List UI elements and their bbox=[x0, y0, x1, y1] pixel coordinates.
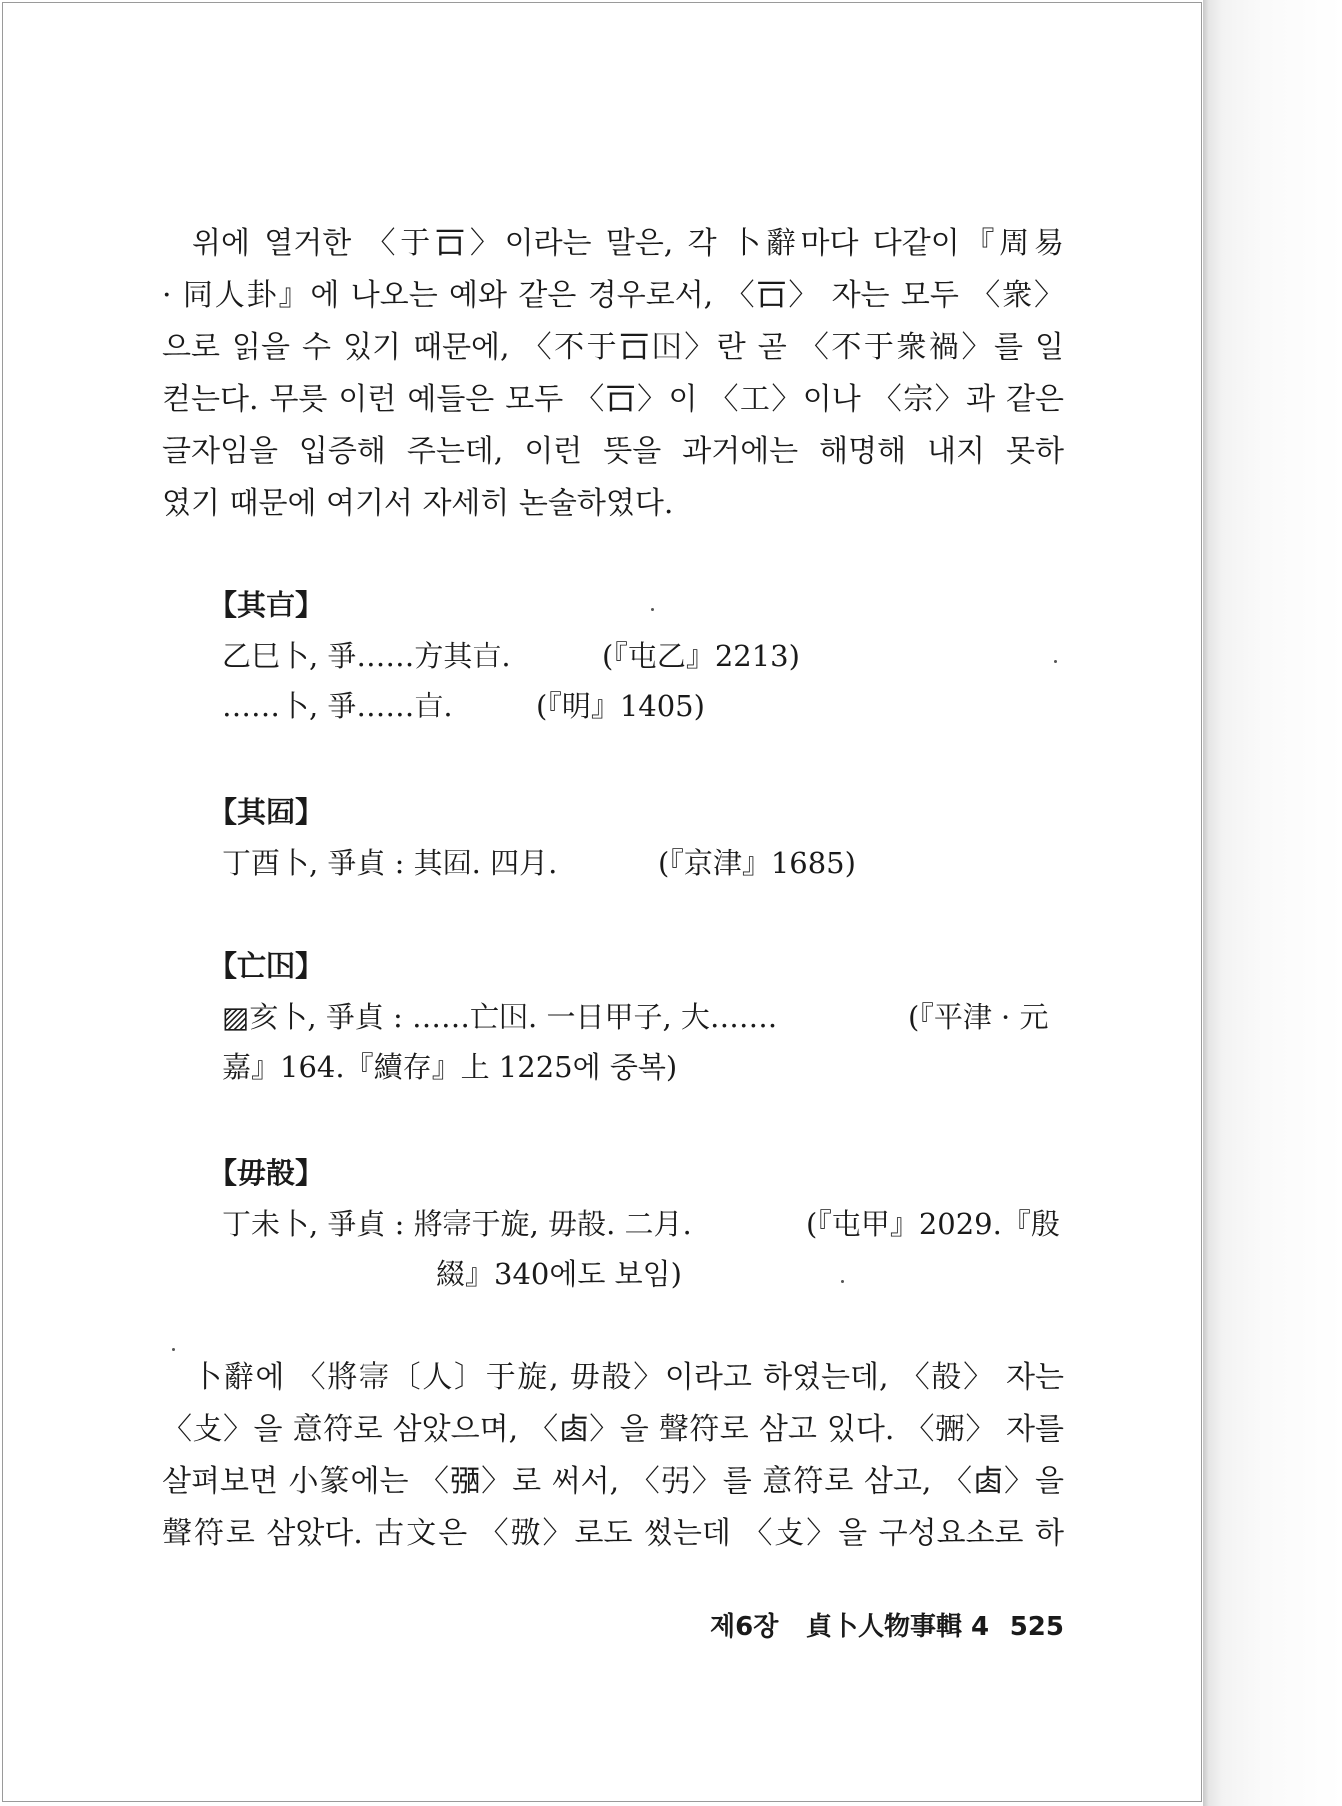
closing-line: 〈攴〉을 意符로 삼았으며, 〈𠧪〉을 聲符로 삼고 있다. 〈弻〉 자를 bbox=[162, 1412, 1064, 1447]
intro-paragraph bbox=[162, 218, 1064, 530]
closing-paragraph bbox=[162, 1352, 1064, 1560]
entry-heading: 【毋㱿】 bbox=[208, 1156, 325, 1190]
inscription-text: 丁未卜, 爭貞 : 將𡨦于旋, 毋㱿. 二月. bbox=[222, 1207, 692, 1241]
page-number: 525 bbox=[1009, 1612, 1064, 1642]
source-citation: (『屯乙』2213) bbox=[602, 639, 800, 673]
scan-speck bbox=[651, 608, 654, 611]
intro-line: 였기 때문에 여기서 자세히 논술하였다. bbox=[162, 486, 674, 521]
entry-text bbox=[222, 841, 856, 885]
entry-heading: 【亡𡆥】 bbox=[208, 949, 325, 983]
inscription-text: 嘉』164.『續存』上 1225에 중복) bbox=[222, 1050, 678, 1084]
intro-line: 글자임을 입증해 주는데, 이런 뜻을 과거에는 해명해 내지 못하 bbox=[162, 434, 1064, 469]
entry-text bbox=[222, 634, 800, 678]
inscription-text: 乙巳卜, 爭……方其𣅀. bbox=[222, 639, 511, 673]
intro-line: · 同人卦』에 나오는 예와 같은 경우로서, 〈𠮛〉 자는 모두 〈衆〉 bbox=[162, 278, 1064, 313]
entry-heading: 【其𣅀】 bbox=[208, 588, 325, 622]
running-footer bbox=[700, 1607, 1066, 1647]
closing-line: 聲符로 삼았다. 古文은 〈㢸〉로도 썼는데 〈攴〉을 구성요소로 하 bbox=[162, 1516, 1064, 1551]
closing-line: 卜辭에 〈將𡨦〔人〕于旋, 毋㱿〉이라고 하였는데, 〈㱿〉 자는 bbox=[192, 1360, 1064, 1395]
entry-text bbox=[222, 1045, 677, 1089]
inscription-text: ▨亥卜, 爭貞 : ……亡𡆥. 一日甲子, 大……. bbox=[222, 1000, 778, 1034]
entry-text bbox=[222, 995, 1049, 1039]
source-citation: (『京津』1685) bbox=[658, 846, 856, 880]
chapter-label: 제6장 bbox=[710, 1612, 779, 1642]
intro-line: 위에 열거한 〈于𠮛〉이라는 말은, 각 卜辭마다 다같이『周易 bbox=[192, 226, 1064, 261]
book-title: 貞卜人物事輯 4 bbox=[806, 1612, 990, 1642]
inscription-text: 綴』340에도 보임) bbox=[436, 1257, 682, 1291]
entry-heading: 【其𡇈】 bbox=[208, 795, 325, 829]
inscription-text: 丁酉卜, 爭貞 : 其𡇈. 四月. bbox=[222, 846, 558, 880]
page-edge-shadow bbox=[1203, 0, 1342, 1806]
entry-text bbox=[222, 684, 705, 728]
intro-line: 으로 읽을 수 있기 때문에, 〈不于𠮛𡆥〉란 곧 〈不于衆禍〉를 일 bbox=[162, 330, 1064, 365]
source-citation: (『平津 · 元 bbox=[908, 1000, 1049, 1034]
scan-speck bbox=[1054, 660, 1057, 663]
source-citation: (『屯甲』2029.『殷 bbox=[806, 1207, 1060, 1241]
scan-speck bbox=[172, 1348, 175, 1351]
entry-text bbox=[222, 1202, 1060, 1246]
closing-line: 살펴보면 小篆에는 〈𢐀〉로 써서, 〈弜〉를 意符로 삼고, 〈𠧪〉을 bbox=[162, 1464, 1064, 1499]
source-citation: (『明』1405) bbox=[536, 689, 705, 723]
entry-text bbox=[436, 1252, 682, 1296]
scan-speck bbox=[841, 1280, 844, 1283]
inscription-text: ……卜, 爭……𣅀. bbox=[222, 689, 453, 723]
intro-line: 컫는다. 무릇 이런 예들은 모두 〈𠮛〉이 〈工〉이나 〈宗〉과 같은 bbox=[162, 382, 1064, 417]
